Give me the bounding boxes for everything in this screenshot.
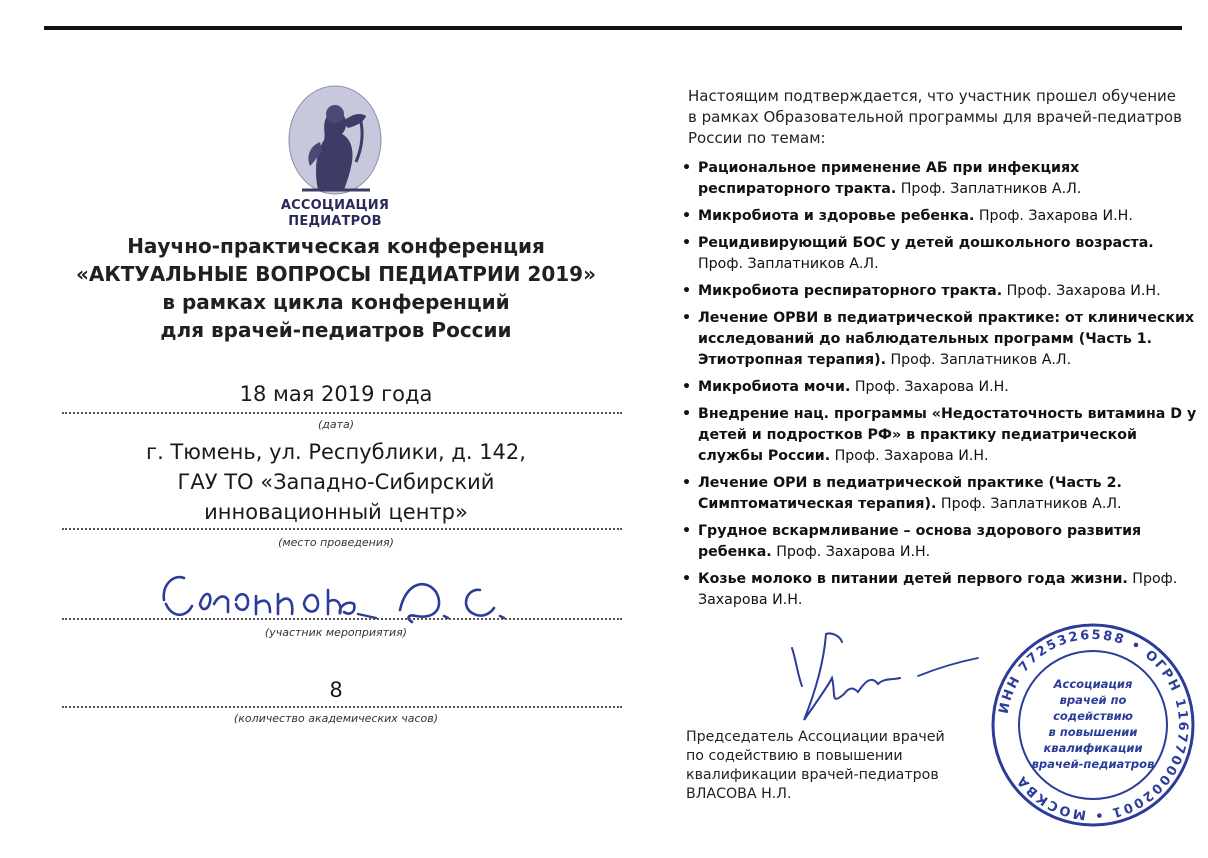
topic-title: Лечение ОРИ в педиатрической практике (Часть 2. Симптоматическая терапия). bbox=[698, 475, 1122, 512]
chairman-signature bbox=[768, 620, 988, 730]
stamp-line5: квалификации bbox=[1043, 741, 1143, 755]
bullet-icon: • bbox=[682, 379, 692, 395]
stamp-outer-text: ИНН 7725326588 • ОГРН 1167700002001 • МОСКВА bbox=[996, 627, 1191, 823]
bullet-icon: • bbox=[682, 208, 692, 224]
stamp-line3: содействию bbox=[1053, 709, 1133, 723]
intro-paragraph bbox=[688, 86, 1208, 149]
chair-line1: Председатель Ассоциации врачей bbox=[686, 729, 945, 745]
topic-author: Проф. Заплатников А.Л. bbox=[890, 352, 1072, 368]
topic-item bbox=[682, 206, 1202, 227]
bullet-icon: • bbox=[682, 310, 692, 326]
intro-line2: в рамках Образовательной программы для врачей-педиатров bbox=[688, 108, 1182, 126]
hours-dotted-line bbox=[62, 706, 622, 708]
conference-title-line2: «АКТУАЛЬНЫЕ ВОПРОСЫ ПЕДИАТРИИ 2019» bbox=[76, 262, 596, 286]
topic-title: Микробиота респираторного тракта. bbox=[698, 283, 1003, 299]
bullet-icon: • bbox=[682, 523, 692, 539]
conference-title-line1: Научно-практическая конференция bbox=[127, 234, 545, 258]
bullet-icon: • bbox=[682, 406, 692, 422]
place-dotted-line bbox=[62, 528, 622, 530]
logo-text-line1: АССОЦИАЦИЯ bbox=[280, 198, 390, 213]
topic-item bbox=[682, 473, 1202, 515]
right-page bbox=[682, 80, 1197, 840]
topic-author: Проф. Захарова И.Н. bbox=[978, 208, 1133, 224]
chair-line2: по содействию в повышении bbox=[686, 748, 903, 764]
chairman-block bbox=[686, 728, 986, 804]
topic-author: Проф. Захарова И.Н. bbox=[834, 448, 989, 464]
place-line1: г. Тюмень, ул. Республики, д. 142, bbox=[146, 440, 526, 464]
hours-value: 8 bbox=[329, 678, 343, 702]
topic-item bbox=[682, 158, 1202, 200]
chair-line3: квалификации врачей-педиатров bbox=[686, 767, 939, 783]
date-dotted-line bbox=[62, 412, 622, 414]
chair-line4: ВЛАСОВА Н.Л. bbox=[686, 786, 792, 802]
stamp-line1: Ассоциация bbox=[1053, 677, 1133, 691]
date-value: 18 мая 2019 года bbox=[239, 382, 433, 406]
pediatrics-emblem-icon bbox=[280, 82, 390, 200]
topic-author: Проф. Заплатников А.Л. bbox=[698, 256, 879, 272]
association-round-stamp bbox=[988, 620, 1198, 830]
bullet-icon: • bbox=[682, 475, 692, 491]
topic-title: Козье молоко в питании детей первого года жизни. bbox=[698, 571, 1128, 587]
place-line2: ГАУ ТО «Западно-Сибирский bbox=[177, 470, 495, 494]
topic-item bbox=[682, 521, 1202, 563]
participant-caption: (участник мероприятия) bbox=[264, 626, 408, 639]
topic-title: Внедрение нац. программы «Недостаточность витамина D у детей и подростков РФ» в практику педиатрической службы России. bbox=[698, 406, 1197, 464]
intro-line3: России по темам: bbox=[688, 129, 826, 147]
topic-item bbox=[682, 404, 1202, 467]
topic-title: Микробиота мочи. bbox=[698, 379, 851, 395]
participant-dotted-line bbox=[62, 618, 622, 620]
topic-title: Рациональное применение АБ при инфекциях респираторного тракта. bbox=[698, 160, 1080, 197]
topic-author: Проф. Захарова И.Н. bbox=[1006, 283, 1161, 299]
stamp-line2: врачей по bbox=[1059, 693, 1127, 707]
place-line3: инновационный центр» bbox=[204, 500, 468, 524]
bullet-icon: • bbox=[682, 160, 692, 176]
bullet-icon: • bbox=[682, 283, 692, 299]
conference-title-line3: в рамках цикла конференций bbox=[162, 290, 510, 314]
stamp-line4: в повышении bbox=[1048, 725, 1138, 739]
topic-item bbox=[682, 377, 1202, 398]
place-caption: (место проведения) bbox=[278, 536, 394, 549]
stamp-line6: врачей-педиатров bbox=[1031, 757, 1155, 771]
topic-item bbox=[682, 233, 1202, 275]
conference-title-line4: для врачей-педиатров России bbox=[160, 318, 512, 342]
logo-text-line2: ПЕДИАТРОВ bbox=[288, 214, 382, 229]
topic-author: Проф. Захарова И.Н. bbox=[698, 571, 1178, 608]
topic-author: Проф. Захарова И.Н. bbox=[854, 379, 1009, 395]
topic-title: Грудное вскармливание – основа здорового развития ребенка. bbox=[698, 523, 1142, 560]
topic-title: Лечение ОРВИ в педиатрической практике: от клинических исследований до наблюдательных программ (Часть 1. Этиотропная терапия). bbox=[698, 310, 1195, 368]
bullet-icon: • bbox=[682, 571, 692, 587]
topic-item bbox=[682, 281, 1202, 302]
topic-author: Проф. Заплатников А.Л. bbox=[900, 181, 1082, 197]
association-logo bbox=[280, 82, 390, 232]
topic-author: Проф. Заплатников А.Л. bbox=[940, 496, 1122, 512]
bullet-icon: • bbox=[682, 235, 692, 251]
date-caption: (дата) bbox=[317, 418, 355, 431]
intro-line1: Настоящим подтверждается, что участник прошел обучение bbox=[688, 87, 1176, 105]
hours-caption: (количество академических часов) bbox=[233, 712, 439, 725]
topic-list bbox=[682, 158, 1202, 617]
topic-author: Проф. Захарова И.Н. bbox=[776, 544, 931, 560]
topic-title: Рецидивирующий БОС у детей дошкольного возраста. bbox=[698, 235, 1154, 251]
topic-title: Микробиота и здоровье ребенка. bbox=[698, 208, 975, 224]
topic-item bbox=[682, 569, 1202, 611]
left-page bbox=[36, 30, 636, 858]
topic-item bbox=[682, 308, 1202, 371]
